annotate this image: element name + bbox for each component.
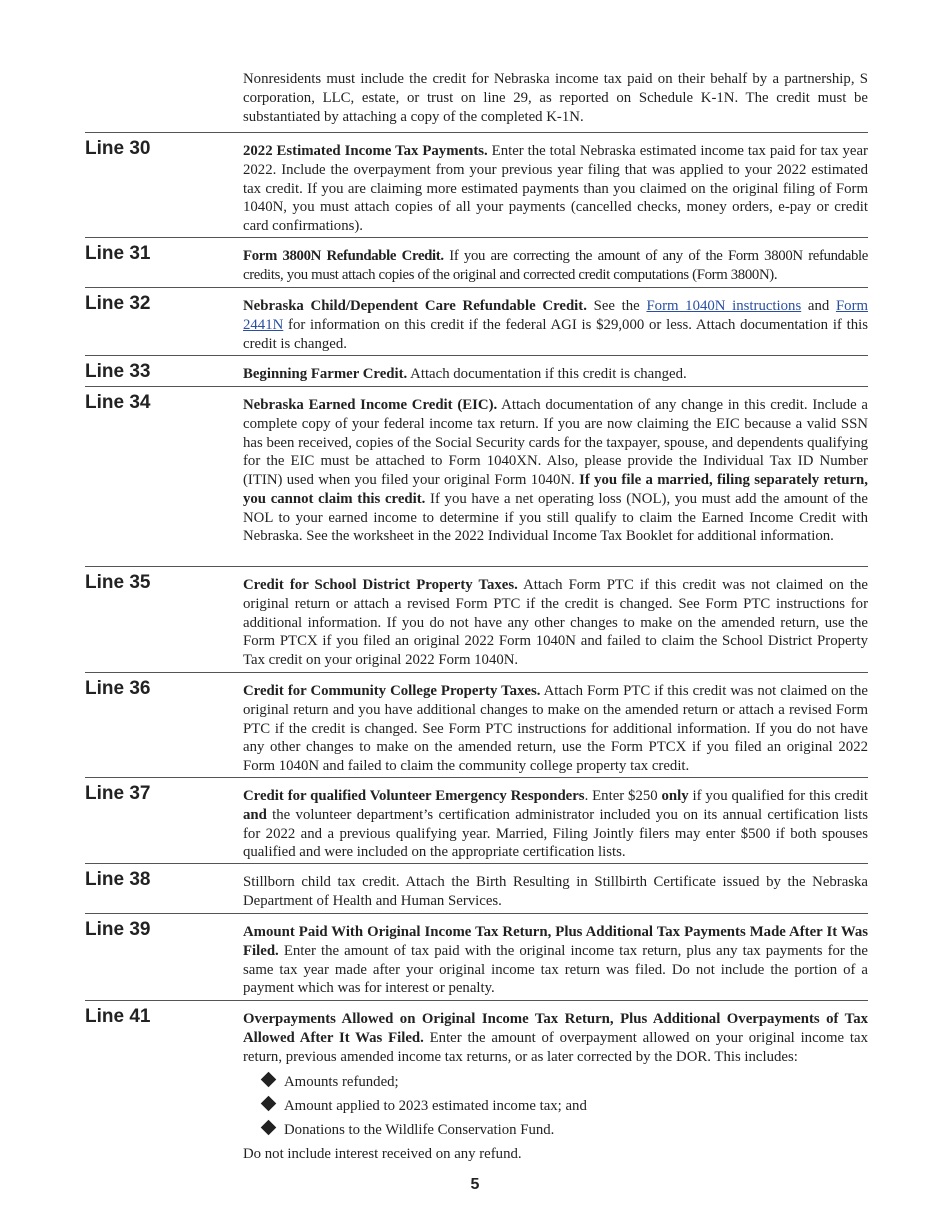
line-41-section [85,1000,868,1139]
line-description: Credit for School District Property Taxes. Attach Form PTC if this credit was not claimed on the original return or attach a revised Form PTC if the credit is changed. See Form PTC instructions for additional information. If you do not have any other changes to make on the amended return, use the Form PTCX if you filed an original 2022 Form 1040N and failed to claim the School District Property Tax credit on your original 2022 Form 1040N. [243,577,869,668]
line-label: Line 34 [85,392,151,413]
form-1040n-instructions-link[interactable]: Form 1040N instructions [646,298,802,314]
line-35-section [85,566,869,668]
line-label: Line 41 [85,1006,151,1027]
line-label: Line 37 [85,783,151,804]
line-label: Line 39 [85,919,151,940]
line-38-section [85,863,868,909]
line-description: Stillborn child tax credit. Attach the Birth Resulting in Stillbirth Certificate issued by the Nebraska Department of Health and Human Services. [243,874,868,909]
line-label: Line 35 [85,572,151,593]
line-32-section [85,287,869,352]
diamond-bullet-icon [261,1072,277,1088]
line-description: Credit for Community College Property Taxes. Attach Form PTC if this credit was not claimed on the original return and you have additional changes to make on the amended return or attach a revised Form PTC if the credit is changed. See Form PTC instructions for additional information. If you do not have any other changes to make on the amended return, use the Form PTCX if you filed an original 2022 Form 1040N and failed to claim the community college property tax credit. [243,683,868,774]
line-label: Line 32 [85,293,151,314]
list-item: Amounts refunded; [263,1073,868,1091]
line-36-section [85,672,868,774]
line-33-section [85,355,868,382]
line-description: Overpayments Allowed on Original Income Tax Return, Plus Additional Overpayments of Tax Allowed After It Was Filed. Enter the amount of overpayment allowed on your original income tax return, previous amended income tax returns, or as later corrected by the DOR. This includes: Amounts refunded; Amount applied to 2023 estimated income tax; and Donations to the Wildlife Conservation Fund. [243,1011,868,1139]
line-34-section [85,386,869,545]
overpayment-list [243,1073,868,1139]
line-description: Nebraska Child/Dependent Care Refundable Credit. See the Form 1040N instructions and Form 2441N for information on this credit if the federal AGI is $29,000 or less. Attach documentation if this credit is changed. [243,298,869,352]
line-label: Line 38 [85,869,151,890]
line-label: Line 30 [85,138,151,159]
list-item: Amount applied to 2023 estimated income tax; and [263,1097,868,1115]
diamond-bullet-icon [261,1120,277,1136]
line-description: Nebraska Earned Income Credit (EIC). Attach documentation of any change in this credit. Include a complete copy of your federal income tax return. If you are now claiming the EIC because a valid SSN has been received, copies of the Social Security cards for the taxpayer, spouse, and dependents qualifying for the EIC must be attached to Form 1040XN. Also, please provide the Individual Tax ID Number (ITIN) used when you filed your original Form 1040N. If you file a married, filing separately return, you cannot claim this credit. If you have a net operating loss (NOL), you must add the amount of the NOL to your earned income to determine if you still qualify to claim the Earned Income Credit with Nebraska. See the worksheet in the 2022 Individual Income Tax Booklet for additional information. [243,397,869,545]
line-39-section [85,913,868,997]
refund-interest-note: Do not include interest received on any refund. [243,1146,522,1162]
line-description: Credit for qualified Volunteer Emergency Responders. Enter $250 only if you qualified for this credit and the volunteer department’s certification administrator included you on its annual certification lists for 2022 and a previous qualifying year. Married, Filing Jointly filers may enter $500 if both spouses qualified and were included on the appropriate certification lists. [243,788,868,861]
line-description: Amount Paid With Original Income Tax Return, Plus Additional Tax Payments Made After It Was Filed. Enter the amount of tax paid with the original income tax return, plus any tax payments for the same tax year made after your original income tax return was filed. Do not include the portion of a payment which was for interest or penalty. [243,924,868,997]
line-30-section [85,132,868,234]
diamond-bullet-icon [261,1096,277,1112]
line-description: Form 3800N Refundable Credit. If you are correcting the amount of any of the Form 3800N refundable credits, you must attach copies of the original and corrected credit computations (Form 3800N). [243,248,868,283]
line-31-section [85,237,868,283]
line-label: Line 36 [85,678,151,699]
line-description: 2022 Estimated Income Tax Payments. Enter the total Nebraska estimated income tax paid for tax year 2022. Include the overpayment from your previous year filing that was applied to your 2022 estimated tax credit. If you are claiming more estimated payments than you claimed on the original filing of Form 1040N, you must attach copies of all your payments (cancelled checks, money orders, e-pay or credit card confirmations). [243,143,868,234]
list-item: Donations to the Wildlife Conservation Fund. [263,1121,868,1139]
form-2441n-link[interactable]: Form 2441N [243,298,869,333]
line-label: Line 31 [85,243,151,264]
line-37-section [85,777,868,861]
page-number: 5 [470,1176,480,1193]
line-label: Line 33 [85,361,151,382]
line-description: Beginning Farmer Credit. Attach documentation if this credit is changed. [243,366,687,382]
nonresident-credit-paragraph: Nonresidents must include the credit for Nebraska income tax paid on their behalf by a partnership, S corporation, LLC, estate, or trust on line 29, as reported on Schedule K-1N. The credit must be substantiated by attaching a copy of the completed K-1N. [243,71,868,125]
